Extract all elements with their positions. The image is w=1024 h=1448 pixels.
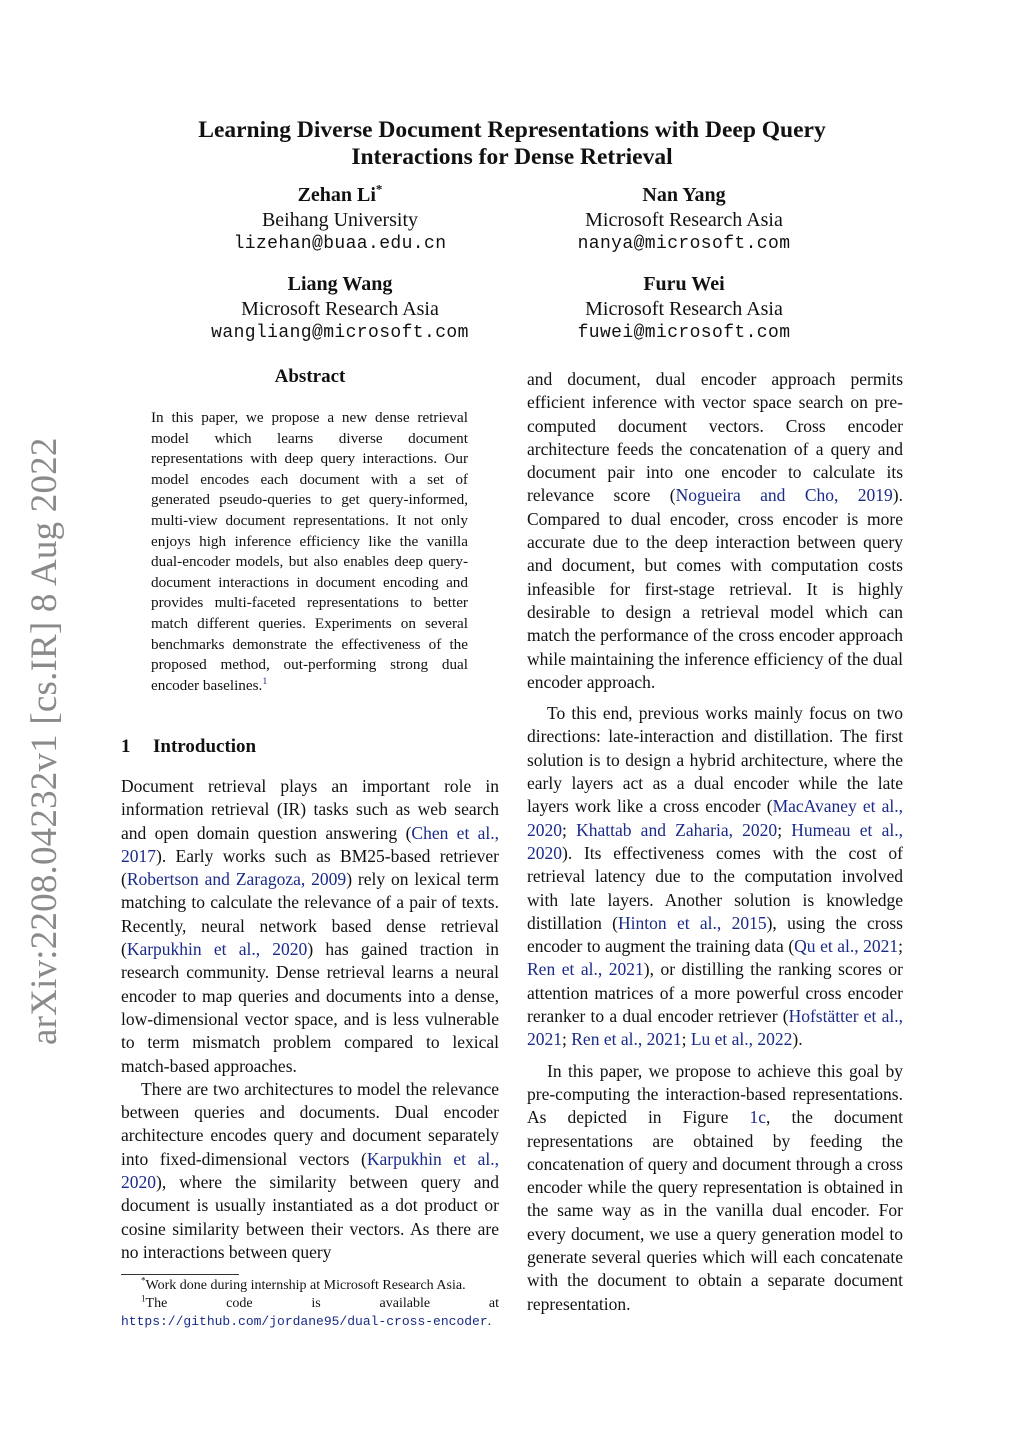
intro-paragraph-4 bbox=[527, 1060, 903, 1316]
abstract-text bbox=[151, 408, 468, 696]
citation-link[interactable]: Hofstätter et al., 2021 bbox=[527, 1006, 903, 1050]
paragraph-text: ). bbox=[792, 1029, 803, 1050]
author-affiliation: Beihang University bbox=[261, 208, 419, 231]
paragraph-text: ; bbox=[681, 1029, 691, 1050]
figure-reference-link[interactable]: 1c bbox=[749, 1107, 767, 1128]
title-line-1: Learning Diverse Document Representations with Deep Query bbox=[198, 117, 826, 143]
title-line-2: Interactions for Dense Retrieval bbox=[351, 144, 673, 170]
paragraph-text: ). Its effectiveness comes with the cost of retrieval latency due to the computation involved with late layers. Another solution is knowledge distillation ( bbox=[527, 842, 903, 933]
intro-paragraph-2-cont bbox=[527, 368, 903, 694]
author-email[interactable]: fuwei@microsoft.com bbox=[577, 323, 791, 343]
citation-link[interactable]: Ren et al., 2021 bbox=[571, 1029, 682, 1050]
paragraph-text: To this end, previous works mainly focus on two directions: late-interaction and distillation. The first solution is to design a hybrid architecture, where the early layers act as a dual encoder while the late layers work like a cross encoder ( bbox=[527, 703, 903, 817]
citation-link[interactable]: Hinton et al., 2015 bbox=[618, 912, 767, 933]
paragraph-text: ), where the similarity between query and document is usually instantiated as a dot product or cosine similarity between their vectors. As there are no interactions between query bbox=[121, 1172, 499, 1262]
paragraph-text: Document retrieval plays an important role in information retrieval (IR) tasks such as web search and open domain question answering ( bbox=[121, 776, 499, 843]
author-email[interactable]: lizehan@buaa.edu.cn bbox=[233, 234, 447, 254]
abstract-body: In this paper, we propose a new dense retrieval model which learns diverse document representations with deep query interactions. Our model encodes each document with a set of generated pseudo-queries to get query-informed, multi-view document representations. It not only enjoys high inference efficiency like the vanilla dual-encoder models, but also enables deep query-document interactions in document encoding and provides multi-faceted representations to better match different queries. Experiments on several benchmarks demonstrate the effectiveness of the proposed method, out-performing strong dual encoder baselines. bbox=[151, 409, 468, 694]
paragraph-text: ) rely on lexical term matching to calculate the relevance of a pair of texts. Recently, neural network based dense retrieval ( bbox=[121, 869, 500, 960]
intro-paragraph-2 bbox=[121, 1078, 499, 1264]
paragraph-text: ). Compared to dual encoder, cross encoder is more accurate due to the deep interaction between query and document, but comes with computation costs infeasible for first-stage retrieval. It is highly desirable to design a retrieval model which can match the performance of the cross encoder approach while maintaining the inference efficiency of the dual encoder approach. bbox=[527, 485, 903, 692]
paragraph-text: ), or distilling the ranking scores or attention matrices of a more powerful cross encoder reranker to a dual encoder retriever ( bbox=[527, 959, 903, 1027]
paragraph-text: ; bbox=[562, 819, 577, 840]
footnote-mark: 1 bbox=[141, 1293, 146, 1304]
citation-link[interactable]: Karpukhin et al., 2020 bbox=[126, 939, 308, 960]
intro-paragraph-3 bbox=[527, 702, 903, 1051]
footnote-divider bbox=[121, 1274, 239, 1275]
abstract-heading: Abstract bbox=[274, 366, 346, 387]
paragraph-text: ; bbox=[898, 936, 903, 957]
author-block-2 bbox=[534, 183, 834, 257]
code-url-link[interactable]: https://github.com/jordane95/dual-cross-encoder bbox=[121, 1314, 488, 1329]
citation-link[interactable]: Humeau et al., 2020 bbox=[527, 819, 903, 863]
section-title: Introduction bbox=[153, 736, 257, 757]
paragraph-text: , the document representations are obtained by feeding the concatenation of query and document through a cross encoder while the query representation is obtained in the same way as in the vanilla dual encoder. For every document, we use a query generation model to generate several queries which will each concatenate with the document to obtain a separate document representation. bbox=[527, 1107, 904, 1314]
section-number: 1 bbox=[121, 736, 131, 757]
footnote-mark: * bbox=[141, 1275, 146, 1286]
paragraph-text: ; bbox=[777, 819, 792, 840]
footnote-2 bbox=[121, 1295, 499, 1331]
citation-link[interactable]: Lu et al., 2022 bbox=[690, 1029, 793, 1050]
author-email[interactable]: nanya@microsoft.com bbox=[577, 234, 791, 254]
citation-link[interactable]: Chen et al., 2017 bbox=[121, 822, 500, 866]
footnote-text: . bbox=[487, 1314, 492, 1329]
paper-title bbox=[120, 117, 904, 171]
author-block-4 bbox=[534, 272, 834, 346]
author-block-1 bbox=[190, 183, 490, 257]
abstract-footnote-link[interactable]: 1 bbox=[262, 675, 268, 687]
author-footnote-mark: * bbox=[375, 181, 383, 197]
citation-link[interactable]: Karpukhin et al., 2020 bbox=[121, 1148, 500, 1193]
arxiv-stamp: arXiv:2208.04232v1 [cs.IR] 8 Aug 2022 bbox=[24, 437, 65, 1045]
paragraph-text: ) has gained traction in research community. Dense retrieval learns a neural encoder to map queries and documents into a dense, low-dimensional vector space, and is less vulnerable to term mismatch problem compared to lexical match-based approaches. bbox=[121, 939, 499, 1076]
footnote-text: Work done during internship at Microsoft Research Asia. bbox=[145, 1278, 466, 1293]
author-affiliation: Microsoft Research Asia bbox=[585, 297, 783, 320]
author-name: Nan Yang bbox=[642, 184, 726, 206]
author-affiliation: Microsoft Research Asia bbox=[585, 208, 783, 231]
author-block-3 bbox=[190, 272, 490, 346]
paragraph-text: ). Early works such as BM25-based retriever ( bbox=[121, 845, 499, 890]
paragraph-text: There are two architectures to model the relevance between queries and documents. Dual encoder architecture encodes query and document separately into fixed-dimensional vectors ( bbox=[121, 1078, 499, 1169]
citation-link[interactable]: Robertson and Zaragoza, 2009 bbox=[126, 869, 347, 890]
section-heading bbox=[121, 736, 256, 758]
author-email[interactable]: wangliang@microsoft.com bbox=[211, 323, 469, 343]
left-column bbox=[121, 775, 499, 1264]
paragraph-text: and document, dual encoder approach permits efficient inference with vector space search on pre-computed document vectors. Cross encoder architecture feeds the concatenation of a query and document pair into one encoder to calculate its relevance score ( bbox=[527, 369, 903, 506]
citation-link[interactable]: Nogueira and Cho, 2019 bbox=[675, 485, 893, 506]
citation-link[interactable]: Qu et al., 2021 bbox=[794, 936, 899, 957]
citation-link[interactable]: Khattab and Zaharia, 2020 bbox=[576, 819, 778, 840]
citation-link[interactable]: Ren et al., 2021 bbox=[527, 959, 644, 980]
paragraph-text: ; bbox=[562, 1029, 572, 1050]
right-column bbox=[527, 368, 903, 1316]
intro-paragraph-1 bbox=[121, 775, 499, 1078]
author-name: Zehan Li bbox=[297, 184, 376, 206]
author-affiliation: Microsoft Research Asia bbox=[241, 297, 439, 320]
footnote-text: The code is available at bbox=[145, 1296, 499, 1311]
footnotes bbox=[121, 1277, 499, 1331]
paragraph-text: In this paper, we propose to achieve this goal by pre-computing the interaction-based representations. As depicted in Figure bbox=[527, 1060, 903, 1128]
author-name: Furu Wei bbox=[643, 273, 725, 295]
footnote-1 bbox=[121, 1277, 499, 1295]
citation-link[interactable]: MacAvaney et al., 2020 bbox=[527, 796, 903, 840]
author-name: Liang Wang bbox=[287, 273, 393, 295]
paragraph-text: ), using the cross encoder to augment the training data ( bbox=[527, 912, 903, 957]
